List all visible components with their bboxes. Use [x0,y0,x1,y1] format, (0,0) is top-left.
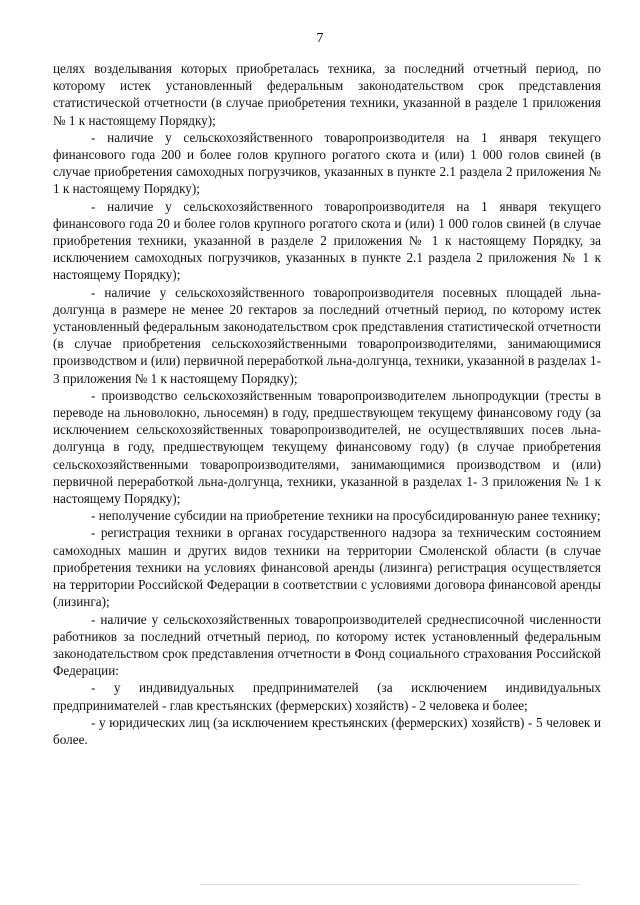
paragraph-flax-production: - производство сельскохозяйственным товаропроизводителем льнопродукции (тресты в переводе на льноволокно, льносемян) в году, предшествующем текущему финансовому году (за исключением сельскохозяйственных товаропроизводителей, не осуществлявших посев льна-долгунца в году, предшествующем текущему финансовому году) (в случае приобретения сельскохозяйственными товаропроизводителями, занимающимися производством и (или) первичной переработкой льна-долгунца, техники, указанной в разделах 1- 3 приложения № 1 к настоящему Порядку); [53,387,601,507]
page-number: 7 [316,31,324,46]
document-body [53,60,601,748]
paragraph-legal-entities: - у юридических лиц (за исключением крестьянских (фермерских) хозяйств) - 5 человек и более. [53,714,601,747]
scan-edge-line [200,884,580,885]
paragraph-continuation: целях возделывания которых приобреталась техника, за последний отчетный период, по которому истек установленный федеральным законодательством срок представления статистической отчетности (в случае приобретения техники, указанной в разделе 1 приложения № 1 к настоящему Порядку); [53,61,601,128]
paragraph-headcount: - наличие у сельскохозяйственных товаропроизводителей среднесписочной численности работников за последний отчетный период, по которому истек установленный федеральным законодательством срок представления отчетности в Фонд социального страхования Российской Федерации: [53,611,601,679]
paragraph-registration: - регистрация техники в органах государственного надзора за техническим состоянием самоходных машин и других видов техники на территории Смоленской области (в случае приобретения техники на условиях финансовой аренды (лизинга) регистрация осуществляется на территории Российской Федерации в соответствии с условиями договора финансовой аренды (лизинга); [53,525,601,610]
paragraph-cattle-20: - наличие у сельскохозяйственного товаропроизводителя на 1 января текущего финансового года 20 и более голов крупного рогатого скота и (или) 1 000 голов свиней (в случае приобретения техники, указанной в разделе 2 приложения № 1 к настоящему Порядку, за исключением самоходных погрузчиков, указанных в пункте 2.1 раздела 2 приложения № 1 к настоящему Порядку); [53,198,601,283]
paragraph-flax-area: - наличие у сельскохозяйственного товаропроизводителя посевных площадей льна-долгунца в размере не менее 20 гектаров за последний отчетный период, по которому истек установленный федеральным законодательством срок представления статистической отчетности (в случае приобретения сельскохозяйственными товаропроизводителями, занимающимися производством и (или) первичной переработкой льна-долгунца, техники, указанной в разделах 1- 3 приложения № 1 к настоящему Порядку); [53,284,601,386]
paragraph-no-subsidy: - неполучение субсидии на приобретение техники на просубсидированную ранее технику; [91,508,601,524]
paragraph-individual-entrepreneurs: - у индивидуальных предпринимателей (за исключением индивидуальных предпринимателей - глав крестьянских (фермерских) хозяйств) - 2 человека и более; [53,680,601,713]
paragraph-cattle-200: - наличие у сельскохозяйственного товаропроизводителя на 1 января текущего финансового года 200 и более голов крупного рогатого скота и (или) 1 000 голов свиней (в случае приобретения самоходных погрузчиков, указанных в пункте 2.1 раздела 2 приложения № 1 к настоящему Порядку); [53,129,601,197]
